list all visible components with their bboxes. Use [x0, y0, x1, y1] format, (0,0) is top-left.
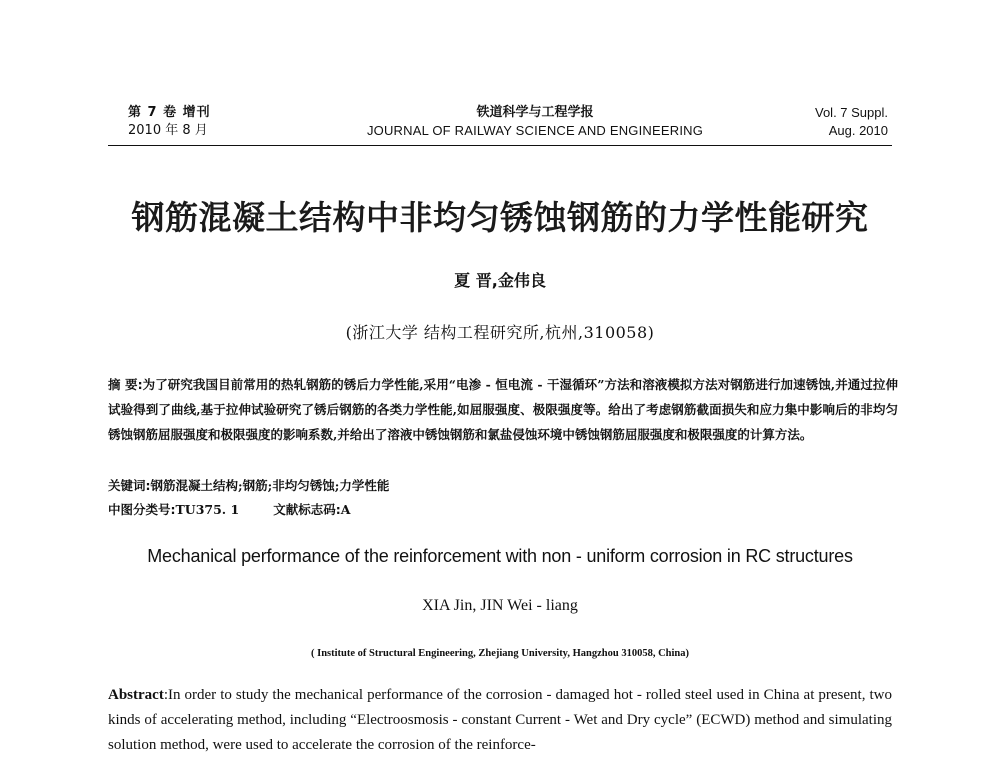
classification-line [108, 500, 898, 520]
publication-date-en: Aug. 2010 [828, 123, 888, 138]
paper-title-cn: 钢筋混凝土结构中非均匀锈蚀钢筋的力学性能研究 [131, 198, 869, 237]
affiliation-cn: (浙江大学 结构工程研究所,杭州,310058) [345, 323, 655, 342]
volume-issue: 第 7 卷 增刊 [128, 105, 211, 120]
affiliation-en: ( Institute of Structural Engineering, Zhejiang University, Hangzhou 310058, China) [310, 648, 690, 659]
keywords-cn-label: 关键词: [108, 478, 151, 493]
authors-cn: 夏 晋,金伟良 [454, 271, 546, 290]
journal-volume-info-en [815, 104, 888, 140]
authors-en: XIA Jin, JIN Wei - liang [422, 597, 578, 614]
journal-name-cn: 铁道科学与工程学报 [476, 105, 594, 120]
header-rule [108, 145, 892, 146]
journal-name [300, 104, 770, 140]
doc-code-value: A [340, 502, 351, 517]
abstract-cn [108, 372, 898, 447]
keywords-cn-text: 钢筋混凝土结构;钢筋;非均匀锈蚀;力学性能 [150, 478, 390, 493]
clc-value: TU375. 1 [175, 502, 240, 517]
publication-date-cn: 2010 年 8 月 [128, 123, 208, 138]
volume-suppl-en: Vol. 7 Suppl. [815, 105, 888, 120]
journal-volume-info [128, 104, 211, 140]
journal-name-en: JOURNAL OF RAILWAY SCIENCE AND ENGINEERING [366, 123, 704, 138]
abstract-en-text: :In order to study the mechanical performance of the corrosion - damaged hot - rolled steel used in China at present, two kinds of accelerating method, including “Electroosmosis - constant Current - Wet and Dry cycle” (ECWD) method and simulating solution method, were used to accelerate the corrosion of the reinforce- [108, 687, 892, 753]
abstract-cn-text: 为了研究我国目前常用的热轧钢筋的锈后力学性能,采用“电渗 - 恒电流 - 干湿循环”方法和溶液模拟方法对钢筋进行加速锈蚀,并通过拉伸试验得到了曲线,基于拉伸试验研究了锈后钢筋的各类力学性能,如屈服强度、极限强度等。给出了考虑钢筋截面损失和应力集中影响后的非均匀锈蚀钢筋屈服强度和极限强度的影响系数,并给出了溶液中锈蚀钢筋和氯盐侵蚀环境中锈蚀钢筋屈服强度和极限强度的计算方法。 [108, 377, 898, 442]
doc-code-label: 文献标志码: [273, 502, 341, 517]
keywords-cn [108, 476, 898, 496]
abstract-en [108, 683, 892, 758]
abstract-en-label: Abstract [108, 687, 164, 703]
abstract-cn-label: 摘 要: [108, 377, 143, 392]
clc-label: 中图分类号: [108, 502, 176, 517]
paper-title-en: Mechanical performance of the reinforcement with non - uniform corrosion in RC structures [147, 546, 853, 566]
